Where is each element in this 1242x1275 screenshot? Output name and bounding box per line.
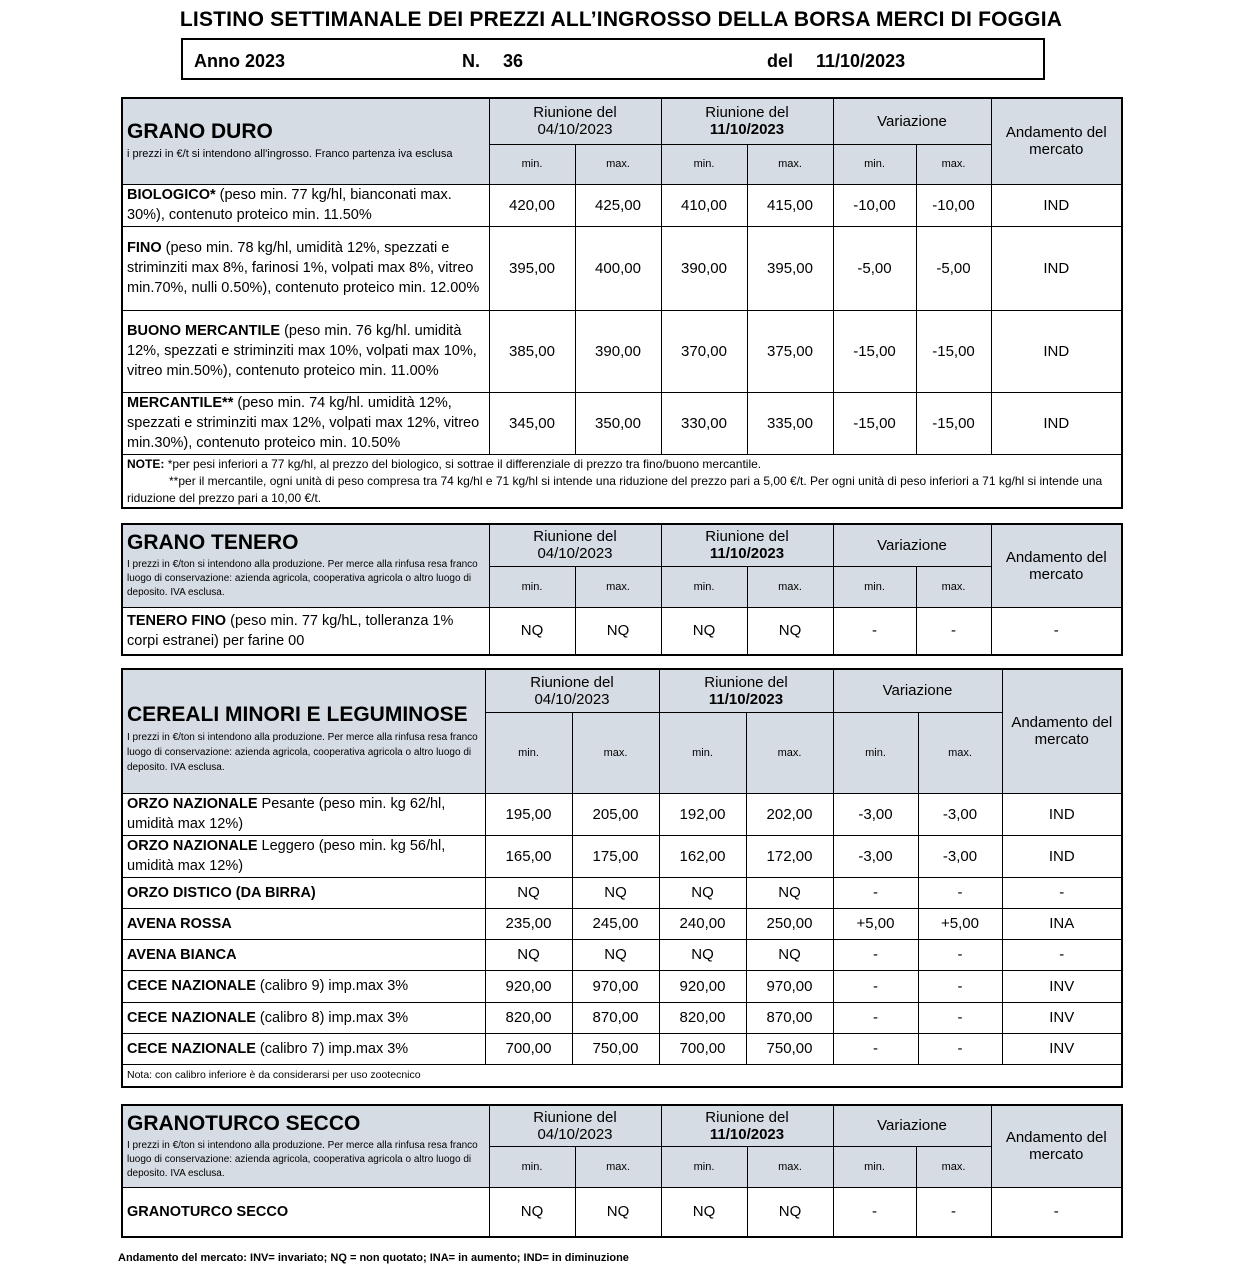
min-header: min. <box>833 566 916 607</box>
min-header: min. <box>489 566 575 607</box>
price-max-curr: 172,00 <box>746 835 833 877</box>
grano-tenero-header <box>122 524 489 607</box>
section-note: I prezzi in €/ton si intendono alla produzione. Per merce alla rinfusa resa franco luogo di conservazione: azienda agricola, cooperativa agricola o altro luogo di deposito. IVA esclusa. <box>127 559 478 599</box>
price-min-curr: NQ <box>661 607 747 655</box>
market-trend: IND <box>1002 835 1122 877</box>
min-header: min. <box>661 566 747 607</box>
section-note: i prezzi in €/t si intendono all'ingrosso. Franco partenza iva esclusa <box>127 148 453 161</box>
price-min-curr: 162,00 <box>659 835 746 877</box>
variation-min: - <box>833 1002 918 1033</box>
min-header: min. <box>833 712 918 793</box>
table-row <box>122 392 1122 454</box>
price-max-prev: 970,00 <box>572 970 659 1002</box>
year-label: Anno 2023 <box>194 51 286 71</box>
min-header: min. <box>833 144 916 184</box>
product-spec: (calibro 8) imp.max 3% <box>255 1009 409 1026</box>
max-header: max. <box>572 712 659 793</box>
product-spec: (peso min. 74 kg/hl. umidità 12%, spezzati e striminziti max 12%, volpati max 12%, vitreo min.30%), contenuto proteico min. 10.50% <box>127 395 480 451</box>
table-row <box>122 310 1122 392</box>
price-max-curr: 750,00 <box>746 1033 833 1064</box>
table-row <box>122 939 1122 970</box>
bulletin-header <box>181 38 1045 80</box>
market-trend: INV <box>1002 1033 1122 1064</box>
legend-footer: Andamento del mercato: INV= invariato; NQ = non quotato; INA= in aumento; IND= in diminuzione <box>118 1252 629 1264</box>
market-trend: IND <box>991 184 1122 226</box>
min-header: min. <box>661 1146 747 1187</box>
max-header: max. <box>575 144 661 184</box>
product-spec: Leggero (peso min. kg 56/hl, umidità max 12%) <box>127 838 446 874</box>
price-min-curr: 192,00 <box>659 793 746 835</box>
variation-header: Variazione <box>833 1105 991 1146</box>
price-min-prev: NQ <box>485 877 572 908</box>
product-description <box>122 392 489 454</box>
product-name: CECE NAZIONALE <box>127 978 256 994</box>
section-title: GRANO TENERO <box>127 531 299 555</box>
min-header: min. <box>661 144 747 184</box>
granoturco-header <box>122 1105 489 1187</box>
price-min-curr: 240,00 <box>659 908 746 939</box>
market-trend: INA <box>1002 908 1122 939</box>
product-description <box>122 970 485 1002</box>
price-max-prev: 390,00 <box>575 310 661 392</box>
max-header: max. <box>747 144 833 184</box>
product-spec: (peso min. 77 kg/hL, tolleranza 1% corpi estranei) per farine 00 <box>127 612 454 649</box>
section-note: I prezzi in €/ton si intendono alla produzione. Per merce alla rinfusa resa franco luogo di conservazione: azienda agricola, cooperativa agricola o altro luogo di deposito. IVA esclusa. <box>127 1139 478 1179</box>
max-header: max. <box>575 1146 661 1187</box>
table-row <box>122 1002 1122 1033</box>
market-trend-header: Andamento del mercato <box>991 98 1122 184</box>
product-spec: (calibro 7) imp.max 3% <box>255 1040 409 1057</box>
product-name: ORZO DISTICO (DA BIRRA) <box>127 884 316 901</box>
grano-duro-notes: NOTE: *per pesi inferiori a 77 kg/hl, al prezzo del biologico, si sottrae il differenziale di prezzo tra fino/buono mercantile. **per il mercantile, ogni unità di peso compresa tra 74 kg/hl e 71 kg/hl si intende una riduzione del prezzo pari a 5,00 €/t. Per ogni unità di peso inferiori a 71 kg/hl si intende una riduzione del prezzo pari a 10,00 €/t. <box>122 454 1122 508</box>
max-header: max. <box>746 712 833 793</box>
market-trend: IND <box>991 392 1122 454</box>
variation-max: -15,00 <box>916 310 991 392</box>
price-min-prev: 385,00 <box>489 310 575 392</box>
grano-duro-table <box>121 97 1123 509</box>
min-header: min. <box>659 712 746 793</box>
price-min-curr: 920,00 <box>659 970 746 1002</box>
market-trend: - <box>1002 939 1122 970</box>
price-max-curr: 415,00 <box>747 184 833 226</box>
product-description <box>122 1033 485 1064</box>
product-name: ORZO NAZIONALE <box>127 838 258 854</box>
price-max-prev: 245,00 <box>572 908 659 939</box>
product-description <box>122 939 485 970</box>
product-spec: (calibro 9) imp.max 3% <box>255 978 409 994</box>
price-min-curr: NQ <box>661 1187 747 1237</box>
market-trend: IND <box>1002 793 1122 835</box>
min-header: min. <box>833 1146 916 1187</box>
price-max-prev: 870,00 <box>572 1002 659 1033</box>
table-row <box>122 835 1122 877</box>
variation-min: -5,00 <box>833 226 916 310</box>
price-min-curr: NQ <box>659 877 746 908</box>
max-header: max. <box>575 566 661 607</box>
section-title: GRANOTURCO SECCO <box>127 1111 361 1135</box>
price-max-prev: 425,00 <box>575 184 661 226</box>
variation-max: -3,00 <box>918 835 1002 877</box>
variation-min: - <box>833 607 916 655</box>
curr-meeting-header: Riunione del 11/10/2023 <box>661 98 833 144</box>
product-name: AVENA BIANCA <box>127 946 237 963</box>
table-row <box>122 877 1122 908</box>
price-min-prev: 700,00 <box>485 1033 572 1064</box>
product-spec: (peso min. 77 kg/hl, bianconati max. 30%), contenuto proteico min. 11.50% <box>127 187 452 223</box>
price-min-prev: 820,00 <box>485 1002 572 1033</box>
price-max-curr: NQ <box>747 607 833 655</box>
cereali-minori-table <box>121 668 1123 1088</box>
product-description <box>122 908 485 939</box>
price-min-curr: 390,00 <box>661 226 747 310</box>
product-spec: (peso min. 78 kg/hl, umidità 12%, spezzati e striminziti max 8%, farinosi 1%, volpati max 8%, vitreo min.70%, nulli 0.50%), contenuto proteico min. 12.00% <box>127 240 480 296</box>
curr-meeting-header: Riunione del 11/10/2023 <box>661 1105 833 1146</box>
variation-header: Variazione <box>833 524 991 566</box>
cereali-header <box>122 669 485 793</box>
cereali-footnote: Nota: con calibro inferiore è da considerarsi per uso zootecnico <box>122 1064 1122 1087</box>
price-max-curr: NQ <box>746 939 833 970</box>
table-row <box>122 607 1122 655</box>
variation-max: - <box>918 877 1002 908</box>
max-header: max. <box>916 566 991 607</box>
price-max-prev: 205,00 <box>572 793 659 835</box>
max-header: max. <box>916 144 991 184</box>
table-row <box>122 184 1122 226</box>
price-min-prev: 235,00 <box>485 908 572 939</box>
prev-meeting-header: Riunione del 04/10/2023 <box>489 98 661 144</box>
price-min-curr: 370,00 <box>661 310 747 392</box>
variation-min: -3,00 <box>833 835 918 877</box>
price-max-curr: 335,00 <box>747 392 833 454</box>
price-max-curr: 395,00 <box>747 226 833 310</box>
min-header: min. <box>489 1146 575 1187</box>
price-max-prev: 750,00 <box>572 1033 659 1064</box>
variation-max: -3,00 <box>918 793 1002 835</box>
product-description <box>122 835 485 877</box>
section-title: CEREALI MINORI E LEGUMINOSE <box>127 702 468 726</box>
product-name: CECE NAZIONALE <box>127 1040 256 1057</box>
table-row <box>122 908 1122 939</box>
price-max-curr: 970,00 <box>746 970 833 1002</box>
variation-min: -15,00 <box>833 310 916 392</box>
min-header: min. <box>485 712 572 793</box>
product-description <box>122 1187 489 1237</box>
variation-max: - <box>918 1002 1002 1033</box>
product-description <box>122 877 485 908</box>
price-min-curr: 700,00 <box>659 1033 746 1064</box>
price-min-prev: 345,00 <box>489 392 575 454</box>
market-trend-header: Andamento del mercato <box>1002 669 1122 793</box>
price-max-prev: 400,00 <box>575 226 661 310</box>
table-row <box>122 226 1122 310</box>
product-description <box>122 793 485 835</box>
market-trend: INV <box>1002 1002 1122 1033</box>
variation-min: -3,00 <box>833 793 918 835</box>
table-row <box>122 1187 1122 1237</box>
price-max-curr: 250,00 <box>746 908 833 939</box>
product-description <box>122 184 489 226</box>
price-max-curr: 375,00 <box>747 310 833 392</box>
product-name: GRANOTURCO SECCO <box>127 1203 289 1220</box>
market-trend: - <box>991 1187 1122 1237</box>
price-max-prev: 350,00 <box>575 392 661 454</box>
prev-meeting-header: Riunione del 04/10/2023 <box>489 1105 661 1146</box>
variation-max: +5,00 <box>918 908 1002 939</box>
product-name: ORZO NAZIONALE <box>127 796 258 812</box>
table-row <box>122 1033 1122 1064</box>
variation-max: - <box>918 939 1002 970</box>
price-min-prev: NQ <box>489 1187 575 1237</box>
granoturco-table <box>121 1104 1123 1238</box>
product-name: TENERO FINO <box>127 612 227 629</box>
price-max-prev: 175,00 <box>572 835 659 877</box>
product-description <box>122 1002 485 1033</box>
market-trend-header: Andamento del mercato <box>991 1105 1122 1187</box>
product-spec: Pesante (peso min. kg 62/hl, umidità max 12%) <box>127 796 446 832</box>
variation-max: - <box>916 1187 991 1237</box>
product-spec: (peso min. 76 kg/hl. umidità 12%, spezzati e striminziti max 10%, volpati max 10%, vitreo min.50%), contenuto proteico min. 11.00% <box>127 323 477 379</box>
number-label: N. <box>462 51 480 71</box>
date-label: del <box>767 51 794 71</box>
variation-max: -5,00 <box>916 226 991 310</box>
max-header: max. <box>916 1146 991 1187</box>
product-name: BUONO MERCANTILE <box>127 323 281 339</box>
number-value: 36 <box>503 51 524 71</box>
price-max-curr: NQ <box>746 877 833 908</box>
grano-duro-header <box>122 98 489 184</box>
market-trend-header: Andamento del mercato <box>991 524 1122 607</box>
prev-meeting-header: Riunione del 04/10/2023 <box>489 524 661 566</box>
product-name: AVENA ROSSA <box>127 915 232 932</box>
price-max-prev: NQ <box>572 877 659 908</box>
market-trend: INV <box>1002 970 1122 1002</box>
product-name: FINO <box>127 240 162 256</box>
section-title: GRANO DURO <box>127 120 273 144</box>
product-description <box>122 310 489 392</box>
prev-meeting-header: Riunione del 04/10/2023 <box>485 669 659 712</box>
price-min-prev: 395,00 <box>489 226 575 310</box>
table-row <box>122 970 1122 1002</box>
price-min-prev: 920,00 <box>485 970 572 1002</box>
variation-max: -10,00 <box>916 184 991 226</box>
price-min-curr: NQ <box>659 939 746 970</box>
variation-max: - <box>916 607 991 655</box>
variation-header: Variazione <box>833 98 991 144</box>
max-header: max. <box>747 566 833 607</box>
price-max-prev: NQ <box>575 1187 661 1237</box>
curr-meeting-header: Riunione del 11/10/2023 <box>659 669 833 712</box>
variation-max: -15,00 <box>916 392 991 454</box>
price-min-curr: 410,00 <box>661 184 747 226</box>
price-min-prev: NQ <box>485 939 572 970</box>
max-header: max. <box>918 712 1002 793</box>
page-title: LISTINO SETTIMANALE DEI PREZZI ALL’INGROSSO DELLA BORSA MERCI DI FOGGIA <box>179 8 1063 31</box>
variation-min: - <box>833 877 918 908</box>
market-trend: IND <box>991 226 1122 310</box>
max-header: max. <box>747 1146 833 1187</box>
variation-min: - <box>833 939 918 970</box>
price-min-curr: 330,00 <box>661 392 747 454</box>
product-name: MERCANTILE** <box>127 395 234 411</box>
variation-min: - <box>833 1033 918 1064</box>
table-row <box>122 793 1122 835</box>
market-trend: - <box>991 607 1122 655</box>
section-note: I prezzi in €/ton si intendono alla produzione. Per merce alla rinfusa resa franco luogo di conservazione: azienda agricola, cooperativa agricola o altro luogo di deposito. IVA esclusa. <box>127 731 478 773</box>
product-name: CECE NAZIONALE <box>127 1009 256 1026</box>
variation-min: - <box>833 970 918 1002</box>
price-min-prev: 195,00 <box>485 793 572 835</box>
variation-max: - <box>918 1033 1002 1064</box>
price-max-prev: NQ <box>572 939 659 970</box>
date-value: 11/10/2023 <box>816 51 906 71</box>
curr-meeting-header: Riunione del 11/10/2023 <box>661 524 833 566</box>
variation-min: -10,00 <box>833 184 916 226</box>
price-max-curr: 202,00 <box>746 793 833 835</box>
variation-max: - <box>918 970 1002 1002</box>
variation-header: Variazione <box>833 669 1002 712</box>
price-min-curr: 820,00 <box>659 1002 746 1033</box>
market-trend: IND <box>991 310 1122 392</box>
price-min-prev: 165,00 <box>485 835 572 877</box>
min-header: min. <box>489 144 575 184</box>
variation-min: +5,00 <box>833 908 918 939</box>
market-trend: - <box>1002 877 1122 908</box>
price-min-prev: NQ <box>489 607 575 655</box>
grano-tenero-table <box>121 523 1123 656</box>
product-description <box>122 226 489 310</box>
product-description <box>122 607 489 655</box>
variation-min: - <box>833 1187 916 1237</box>
price-max-curr: 870,00 <box>746 1002 833 1033</box>
variation-min: -15,00 <box>833 392 916 454</box>
price-max-prev: NQ <box>575 607 661 655</box>
price-max-curr: NQ <box>747 1187 833 1237</box>
product-name: BIOLOGICO* <box>127 187 216 203</box>
price-min-prev: 420,00 <box>489 184 575 226</box>
